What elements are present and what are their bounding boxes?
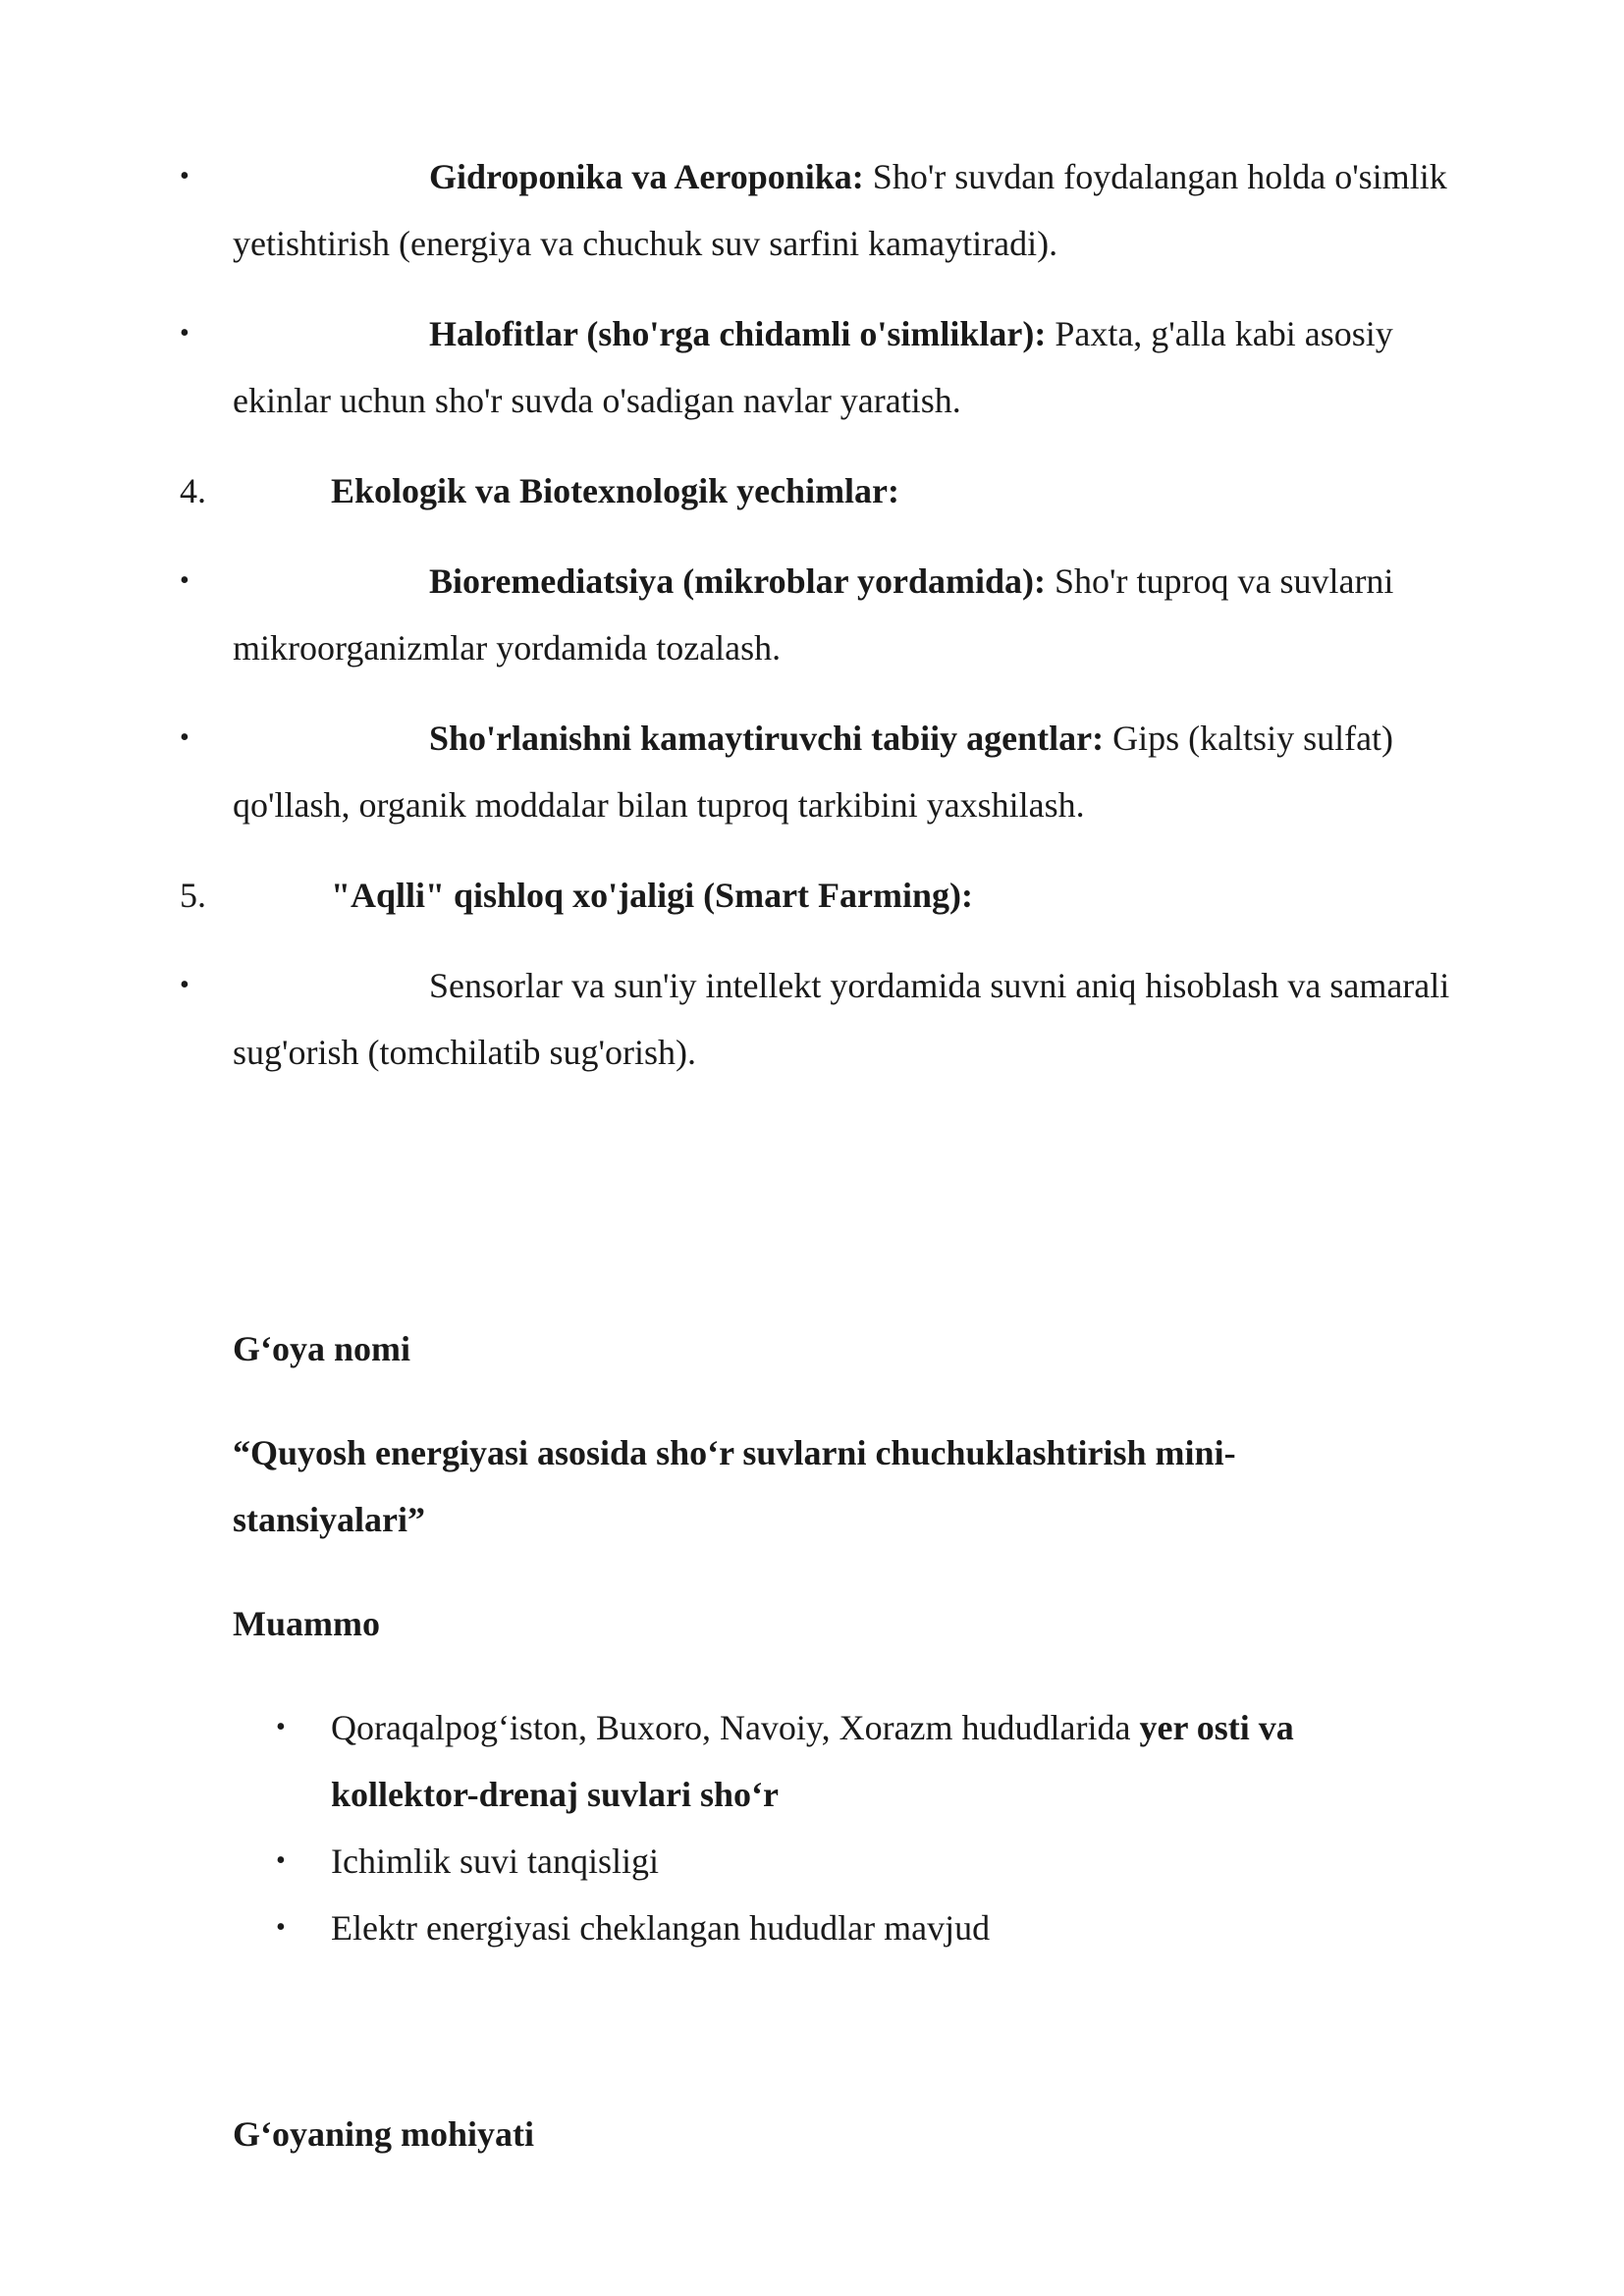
list-item bbox=[233, 1828, 1411, 1895]
problem-text: Elektr energiyasi cheklangan hududlar mavjud bbox=[331, 1908, 991, 1948]
item-bold-label: Ekologik va Biotexnologik yechimlar: bbox=[331, 471, 900, 510]
item-bold-label: Bioremediatsiya (mikroblar yordamida): bbox=[429, 561, 1046, 601]
item-bold-label: Halofitlar (sho'rga chidamli o'simliklar): bbox=[429, 314, 1047, 353]
item-bold-label: Gidroponika va Aeroponika: bbox=[429, 157, 864, 196]
problem-text: Qoraqalpog‘iston, Buxoro, Navoiy, Xorazm hududlarida bbox=[331, 1708, 1140, 1747]
item-text: Paxta, g'alla kabi asosiy ekinlar uchun sho'r suvda o'sadigan navlar yaratish. bbox=[233, 314, 1393, 420]
problem-list bbox=[233, 1694, 1411, 1961]
item-text: Sho'r tuproq va suvlarni mikroorganizmlar yordamida tozalash. bbox=[233, 561, 1394, 667]
item-bold-label: "Aqlli" qishloq xo'jaligi (Smart Farming): bbox=[331, 876, 973, 915]
bullet-marker: • bbox=[180, 318, 189, 348]
idea-title: “Quyosh energiyasi asosida sho‘r suvlarni chuchuklashtirish mini-stansiyalari” bbox=[233, 1433, 1236, 1539]
item-text: Gips (kaltsiy sulfat) qo'llash, organik moddalar bilan tuproq tarkibini yaxshilash. bbox=[233, 719, 1394, 825]
problem-heading: Muammo bbox=[233, 1604, 380, 1643]
item-text: Sensorlar va sun'iy intellekt yordamida suvni aniq hisoblash va samarali sug'orish (tomchilatib sug'orish). bbox=[233, 966, 1450, 1072]
problem-bold-text: yer osti va kollektor-drenaj suvlari sho‘r bbox=[331, 1708, 1294, 1814]
bullet-marker: • bbox=[276, 1912, 286, 1943]
bullet-marker: • bbox=[276, 1845, 286, 1876]
item-text: Sho'r suvdan foydalangan holda o'simlik yetishtirish (energiya va chuchuk suv sarfini kamaytiradi). bbox=[233, 157, 1447, 263]
numbered-item bbox=[180, 457, 1495, 524]
list-item bbox=[180, 143, 1495, 277]
problem-text: Ichimlik suvi tanqisligi bbox=[331, 1842, 659, 1881]
idea-name-heading: G‘oya nomi bbox=[233, 1329, 411, 1368]
bullet-marker: • bbox=[276, 1712, 286, 1742]
bullet-marker: • bbox=[180, 161, 189, 191]
list-item bbox=[180, 300, 1495, 434]
bullet-marker: • bbox=[180, 722, 189, 753]
list-item bbox=[180, 548, 1495, 681]
list-item bbox=[180, 952, 1495, 1086]
number-marker: 4. bbox=[180, 471, 206, 510]
list-item bbox=[233, 1895, 1411, 1961]
bullet-marker: • bbox=[180, 565, 189, 596]
list-item bbox=[233, 1694, 1411, 1828]
number-marker: 5. bbox=[180, 876, 206, 915]
bullet-marker: • bbox=[180, 970, 189, 1000]
essence-heading: G‘oyaning mohiyati bbox=[233, 2114, 535, 2154]
list-item bbox=[180, 705, 1495, 838]
numbered-item bbox=[180, 862, 1495, 929]
item-bold-label: Sho'rlanishni kamaytiruvchi tabiiy agentlar: bbox=[429, 719, 1105, 758]
